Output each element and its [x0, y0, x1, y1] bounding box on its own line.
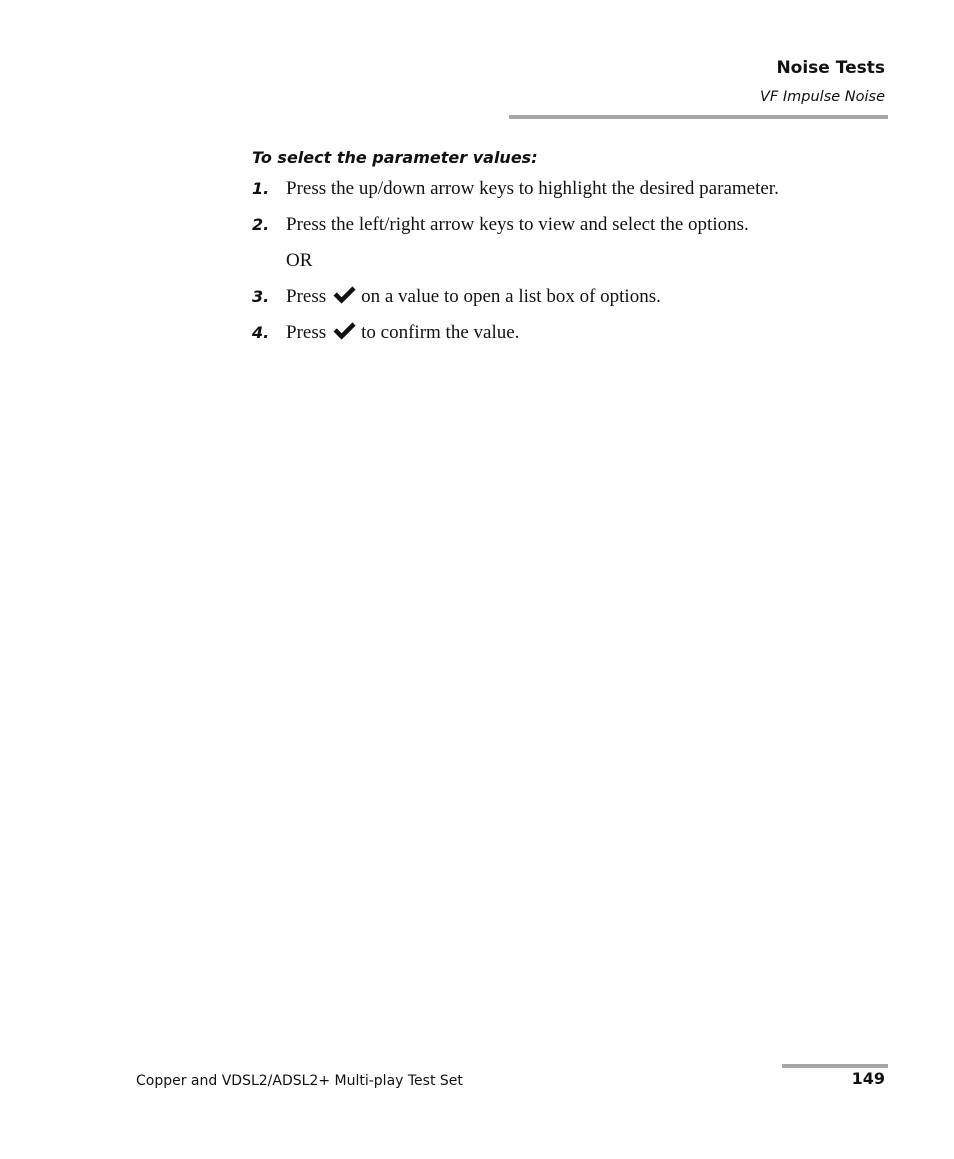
step-text-before: Press — [286, 286, 327, 307]
or-separator: OR — [286, 250, 313, 271]
step-text: Press the left/right arrow keys to view and select the options. — [286, 214, 749, 235]
step-number: 4. — [252, 323, 270, 342]
header-rule — [509, 115, 888, 119]
running-header-section: VF Impulse Noise — [760, 89, 885, 105]
step-text-after: on a value to open a list box of options. — [361, 286, 661, 307]
step-text-after: to confirm the value. — [361, 322, 520, 343]
page-number: 149 — [851, 1069, 885, 1088]
step-text — [286, 321, 519, 345]
running-header-chapter: Noise Tests — [776, 58, 885, 78]
step-number: 2. — [252, 215, 270, 234]
checkmark-icon — [332, 285, 357, 305]
step-number: 1. — [252, 179, 270, 198]
step-text: Press the up/down arrow keys to highlight the desired parameter. — [286, 178, 779, 199]
procedure-heading: To select the parameter values: — [252, 148, 538, 167]
footer-product-name: Copper and VDSL2/ADSL2+ Multi-play Test Set — [136, 1073, 463, 1089]
step-text — [286, 285, 661, 309]
step-text-before: Press — [286, 322, 327, 343]
step-number: 3. — [252, 287, 270, 306]
checkmark-icon — [332, 321, 357, 341]
footer-rule — [782, 1064, 888, 1068]
